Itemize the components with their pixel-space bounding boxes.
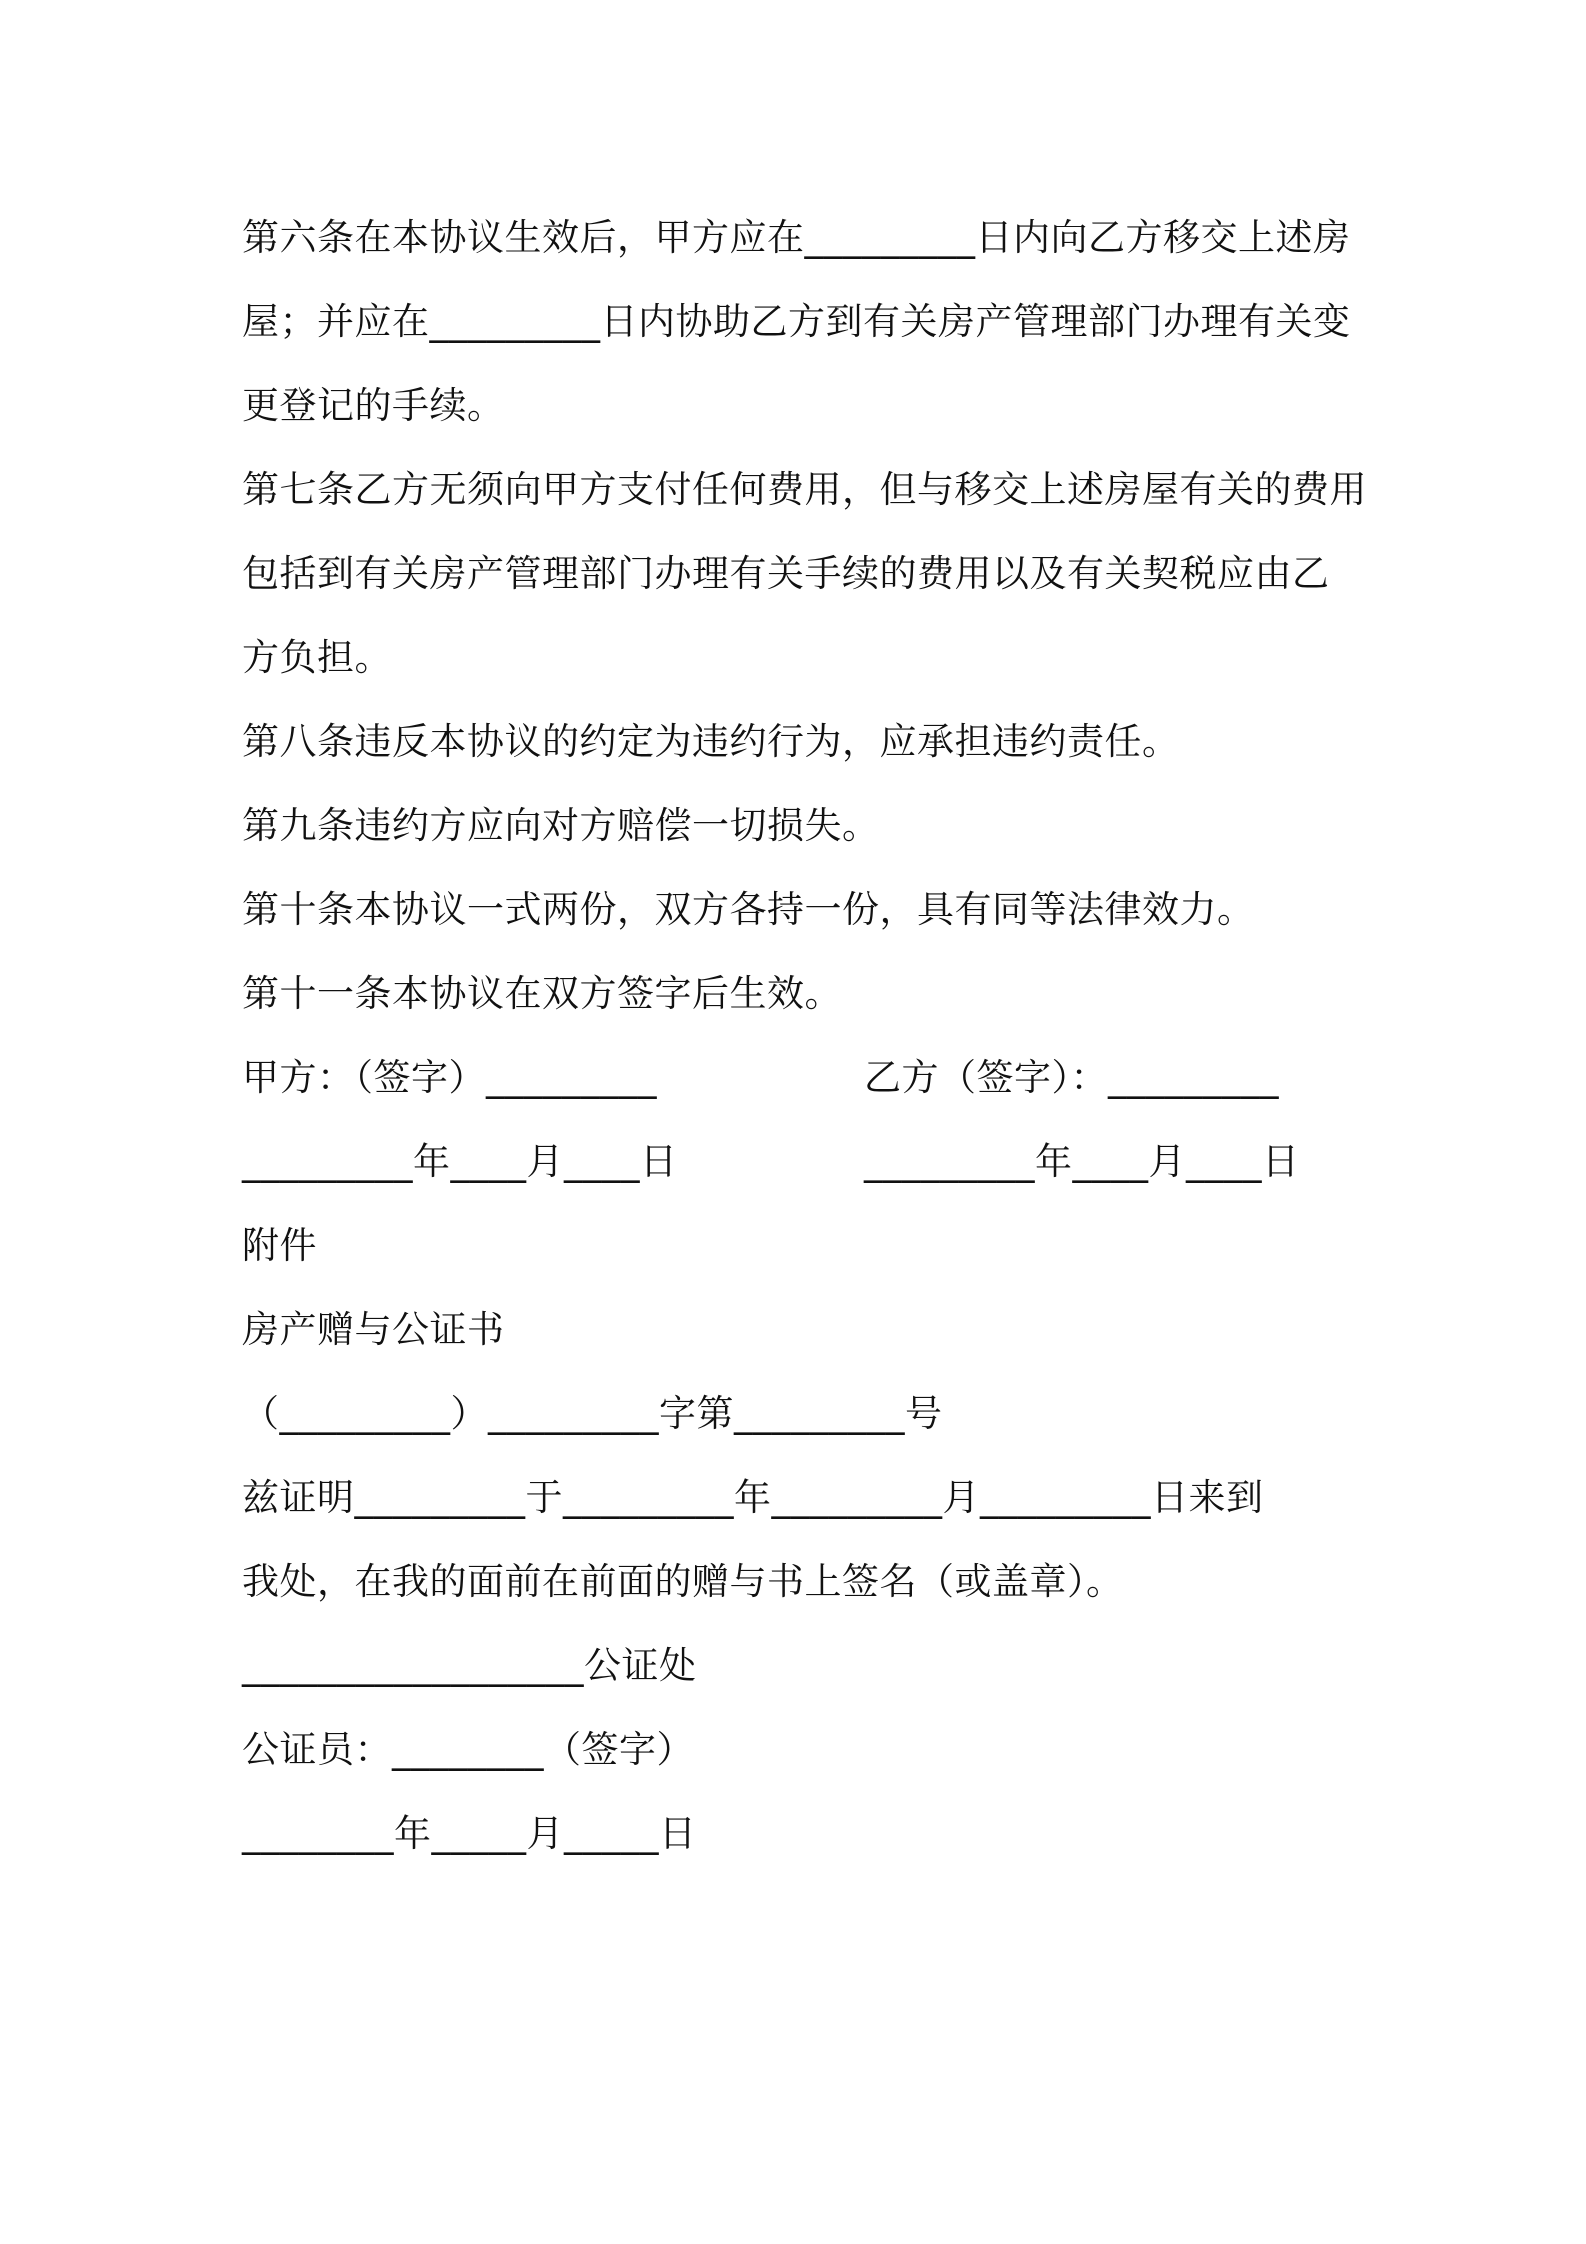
article-7-line-2: 包括到有关房产管理部门办理有关手续的费用以及有关契税应由乙 xyxy=(242,552,1330,595)
notary-signature: 公证员：________（签字） xyxy=(242,1728,694,1771)
article-6-line-1: 第六条在本协议生效后，甲方应在_________日内向乙方移交上述房 xyxy=(242,216,1351,259)
appendix-label: 附件 xyxy=(242,1224,317,1267)
article-7-line-3: 方负担。 xyxy=(242,636,392,679)
article-7-line-1: 第七条乙方无须向甲方支付任何费用，但与移交上述房屋有关的费用 xyxy=(242,468,1367,511)
article-11: 第十一条本协议在双方签字后生效。 xyxy=(242,972,842,1015)
party-a-date: _________年____月____日 xyxy=(242,1140,678,1183)
notary-office: __________________公证处 xyxy=(242,1644,697,1687)
certify-line-1: 兹证明_________于_________年_________月_________日来到 xyxy=(242,1476,1264,1519)
certify-line-2: 我处，在我的面前在前面的赠与书上签名（或盖章）。 xyxy=(242,1560,1124,1603)
notary-date: ________年_____月_____日 xyxy=(242,1812,697,1855)
article-9: 第九条违约方应向对方赔偿一切损失。 xyxy=(242,804,880,847)
article-8: 第八条违反本协议的约定为违约行为，应承担违约责任。 xyxy=(242,720,1180,763)
party-b-date: _________年____月____日 xyxy=(864,1140,1300,1183)
document-body xyxy=(242,196,1367,1876)
appendix-title: 房产赠与公证书 xyxy=(242,1308,505,1351)
article-6-line-2: 屋；并应在_________日内协助乙方到有关房产管理部门办理有关变 xyxy=(242,300,1351,343)
party-b-signature: 乙方（签字）：_________ xyxy=(864,1056,1279,1099)
signature-row xyxy=(242,1036,1362,1120)
certificate-number: （_________）_________字第_________号 xyxy=(242,1392,943,1435)
article-10: 第十条本协议一式两份，双方各持一份，具有同等法律效力。 xyxy=(242,888,1255,931)
party-a-signature: 甲方：（签字）_________ xyxy=(242,1056,657,1099)
signature-date-row xyxy=(242,1120,1362,1204)
article-6-line-3: 更登记的手续。 xyxy=(242,384,505,427)
